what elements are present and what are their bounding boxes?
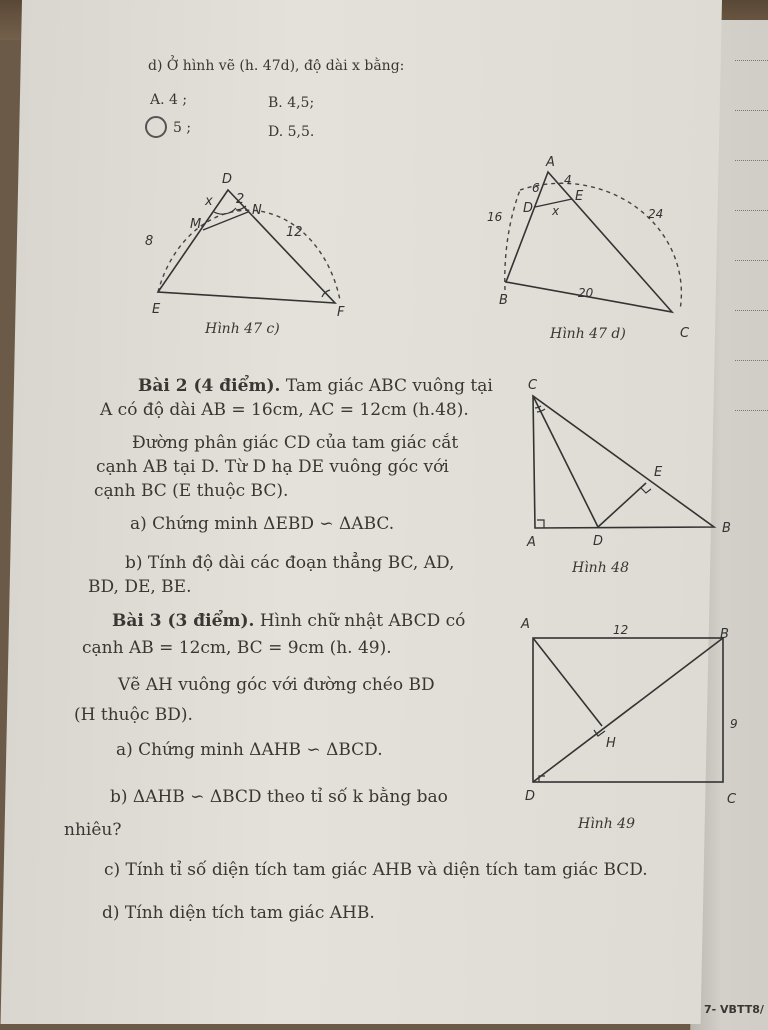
label-h: H [606,736,616,751]
option-c: 5 ; [173,120,192,136]
label-4: 4 [564,173,572,187]
label-e: E [575,189,584,204]
label-c: C [528,378,538,393]
bai2-line2: A có độ dài AB = 16cm, AC = 12cm (h.48). [100,400,469,420]
bai2-line3: Đường phân giác CD của tam giác cắt [132,433,459,453]
label-m: M [190,217,202,232]
bai2-line1-text: Tam giác ABC vuông tại [280,376,493,396]
label-20: 20 [578,286,594,300]
label-12: 12 [286,225,303,240]
page-footer: 7- VBTT8/ [704,1003,764,1016]
label-24: 24 [648,207,664,221]
label-d: D [525,789,536,804]
label-a: A [521,617,530,632]
label-n: N [252,203,262,218]
bai3-line1-text: Hình chữ nhật ABCD có [254,611,466,631]
label-b: B [499,293,508,308]
label-e: E [654,465,663,480]
bai2-part-b1: b) Tính độ dài các đoạn thẳng BC, AD, [125,553,455,573]
bai2-line5: cạnh BC (E thuộc BC). [94,481,289,501]
label-f: F [337,305,345,320]
caption-47d: Hình 47 d) [550,326,626,342]
bai3-part-c: c) Tính tỉ số diện tích tam giác AHB và diện tích tam giác BCD. [104,860,648,880]
bai2-part-a: a) Chứng minh ΔEBD ∽ ΔABC. [130,514,395,534]
bai3-part-b2: nhiêu? [64,820,122,840]
label-a: A [527,535,536,550]
label-c: C [727,792,737,807]
caption-49: Hình 49 [578,816,635,832]
label-8: 8 [145,234,154,249]
bai3-line4: (H thuộc BD). [74,705,193,725]
label-b: B [722,521,731,536]
label-x: x [205,194,213,209]
bai2-part-b2: BD, DE, BE. [88,577,192,597]
label-16: 16 [487,210,503,224]
label-9: 9 [730,717,738,731]
label-e: E [152,302,161,317]
altitude-ah [533,638,602,726]
diagonal-bd [533,638,723,782]
bai3-title: Bài 3 (3 điểm). [112,611,255,631]
label-6: 6 [532,181,540,195]
q1d-stem: d) Ở hình vẽ (h. 47d), độ dài x bằng: [148,58,405,74]
label-d: D [523,201,534,216]
label-2: 2 [236,192,245,207]
option-d: D. 5,5. [268,124,315,140]
bai2-line4: cạnh AB tại D. Từ D hạ DE vuông góc với [96,457,449,477]
label-d: D [222,172,233,187]
label-a: A [546,155,555,170]
label-d: D [593,534,604,549]
bai3-part-d: d) Tính diện tích tam giác AHB. [102,903,375,923]
bai3-part-b1: b) ΔAHB ∽ ΔBCD theo tỉ số k bằng bao [110,787,448,807]
option-b: B. 4,5; [268,95,315,111]
caption-48: Hình 48 [572,560,629,576]
option-a: A. 4 ; [150,92,188,108]
label-12: 12 [613,623,629,637]
bai3-line2: cạnh AB = 12cm, BC = 9cm (h. 49). [82,638,392,658]
bai2-title: Bài 2 (4 điểm). [138,376,281,396]
bai3-line3: Vẽ AH vuông góc với đường chéo BD [118,675,435,695]
label-x: x [552,204,560,218]
label-c: C [680,326,690,341]
caption-47c: Hình 47 c) [205,321,280,337]
bai3-part-a: a) Chứng minh ΔAHB ∽ ΔBCD. [116,740,383,760]
label-b: B [720,627,729,642]
